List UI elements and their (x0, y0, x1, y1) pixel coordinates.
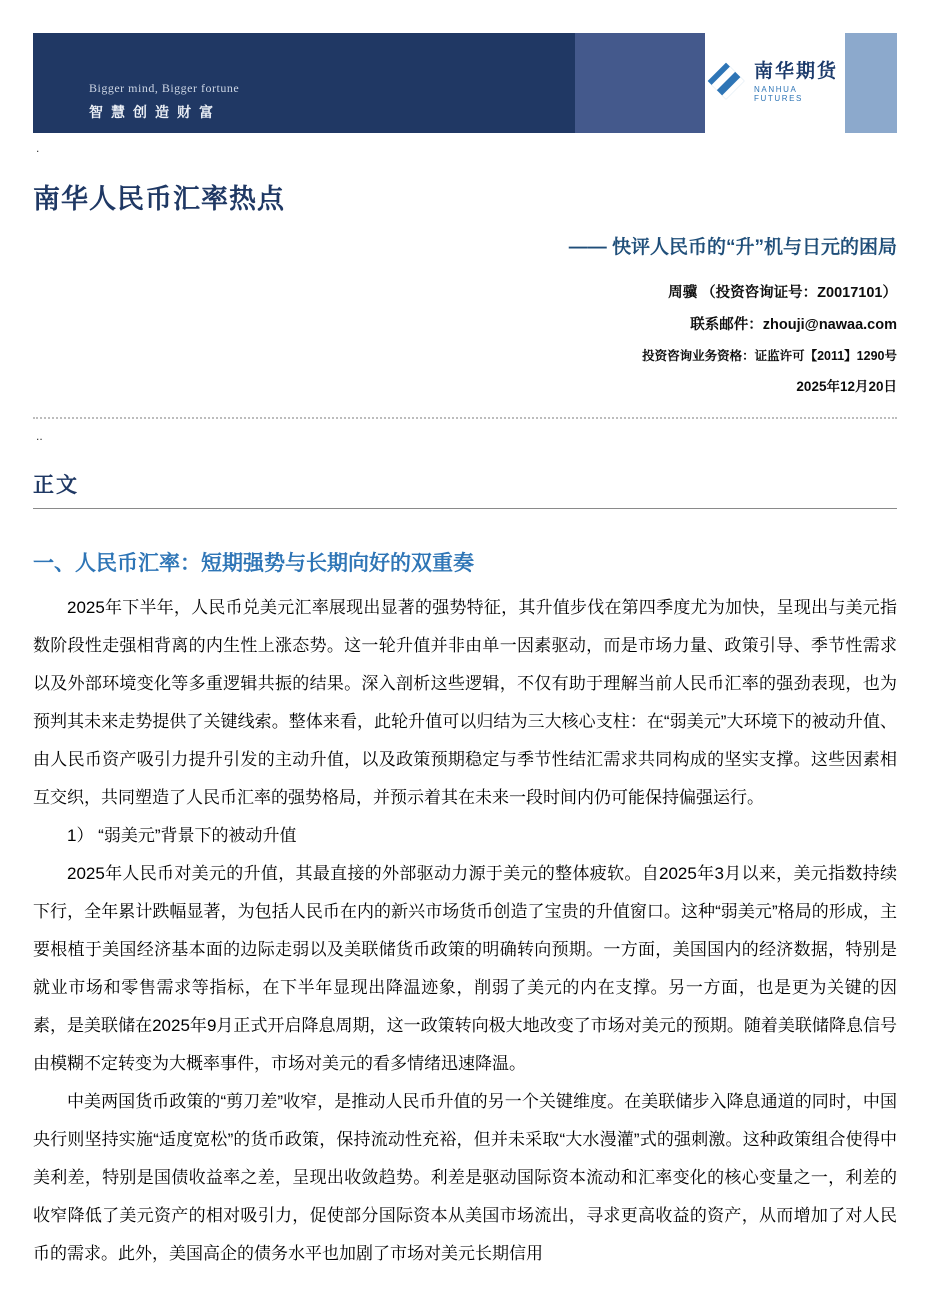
logo-name-cn: 南华期货 (754, 61, 839, 83)
body-text (33, 589, 897, 1273)
body-paragraph: 2025年下半年，人民币兑美元汇率展现出显著的强势特征，其升值步伐在第四季度尤为加快，呈现出与美元指数阶段性走强相背离的内生性上涨态势。这一轮升值并非由单一因素驱动，而是市场力量、政策引导、季节性需求以及外部环境变化等多重逻辑共振的结果。深入剖析这些逻辑，不仅有助于理解当前人民币汇率的强劲表现，也为预判其未来走势提供了关键线索。整体来看，此轮升值可以归结为三大核心支柱：在“弱美元”大环境下的被动升值、由人民币资产吸引力提升引发的主动升值，以及政策预期稳定与季节性结汇需求共同构成的坚实支撑。这些因素相互交织，共同塑造了人民币汇率的强势格局，并预示着其在未来一段时间内仍可能保持偏强运行。 (33, 598, 897, 807)
header-slogan-block (33, 33, 575, 133)
report-date: 2025年12月20日 (796, 379, 897, 394)
company-logo (705, 33, 845, 133)
author-qualification-line: 投资咨询业务资格：证监许可【2011】1290号 (642, 349, 897, 363)
header-band (33, 33, 897, 133)
logo-text (754, 62, 845, 103)
body-section-label: 正文 (33, 474, 79, 497)
logo-name-en: NANHUA FUTURES (754, 85, 803, 103)
stray-mark-top: . (36, 141, 40, 155)
section-rule (33, 508, 897, 509)
author-name-line: 周骥 （投资咨询证号：Z0017101） (668, 285, 897, 301)
page-subtitle: —— 快评人民币的“升”机与日元的困局 (568, 237, 897, 258)
body-paragraph: 2025年人民币对美元的升值，其最直接的外部驱动力源于美元的整体疲软。自2025年3月以来，美元指数持续下行，全年累计跌幅显著，为包括人民币在内的新兴市场货币创造了宝贵的升值窗口。这种“弱美元”格局的形成，主要根植于美国经济基本面的边际走弱以及美联储货币政策的明确转向预期。一方面，美国国内的经济数据，特别是就业市场和零售需求等指标，在下半年显现出降温迹象，削弱了美元的内在支撑。另一方面，也是更为关键的因素，是美联储在2025年9月正式开启降息周期，这一政策转向极大地改变了市场对美元的预期。随着美联储降息信号由模糊不定转变为大概率事件，市场对美元的看多情绪迅速降温。 (33, 864, 897, 1073)
dotted-divider (33, 417, 897, 419)
chapter-heading: 一、人民币汇率：短期强势与长期向好的双重奏 (33, 552, 474, 575)
body-subpoint: 1） “弱美元”背景下的被动升值 (67, 826, 297, 845)
header-mid-block (575, 33, 705, 133)
diamond-stripes-icon (705, 60, 747, 107)
slogan-cn: 智慧创造财富 (89, 104, 221, 120)
header-right-block (845, 33, 897, 133)
slogan-en: Bigger mind, Bigger fortune (89, 81, 240, 95)
author-email-line: 联系邮件：zhouji@nawaa.com (690, 317, 897, 333)
page-title: 南华人民币汇率热点 (33, 184, 285, 214)
author-block (33, 281, 897, 395)
stray-mark-mid: .. (36, 429, 43, 443)
body-paragraph: 中美两国货币政策的“剪刀差”收窄，是推动人民币升值的另一个关键维度。在美联储步入降息通道的同时，中国央行则坚持实施“适度宽松”的货币政策，保持流动性充裕，但并未采取“大水漫灌”式的强刺激。这种政策组合使得中美利差，特别是国债收益率之差，呈现出收敛趋势。利差是驱动国际资本流动和汇率变化的核心变量之一，利差的收窄降低了美元资产的相对吸引力，促使部分国际资本从美国市场流出，寻求更高收益的资产，从而增加了对人民币的需求。此外，美国高企的债务水平也加剧了市场对美元长期信用 (33, 1092, 897, 1263)
